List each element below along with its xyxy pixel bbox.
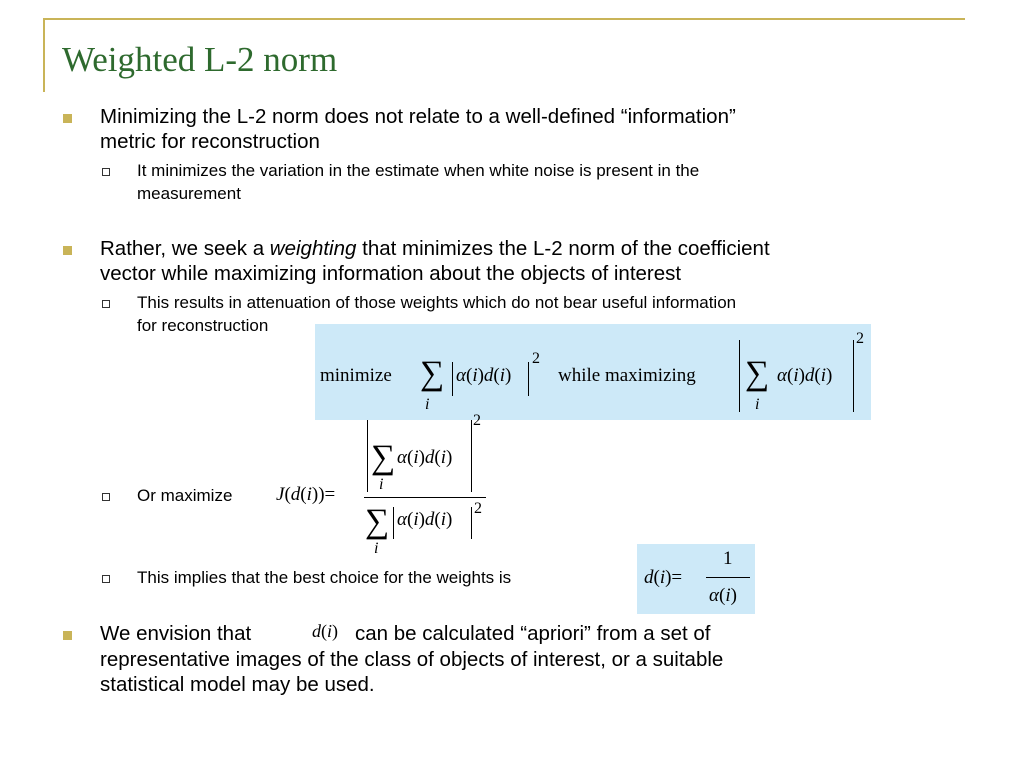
eq-minimize-word: minimize [320, 365, 392, 386]
eq-numerator: 1 [723, 548, 733, 569]
bullet-marker [63, 246, 72, 255]
abs-bar-left [393, 507, 394, 539]
sub-bullet-best-choice: This implies that the best choice for the weights is [137, 568, 512, 587]
sum-index: i [755, 396, 760, 413]
abs-bar-left-tall [739, 340, 740, 412]
bullet-marker [63, 631, 72, 640]
eq-J-of-d: J(d(i))= [276, 484, 336, 505]
sum-index: i [374, 540, 379, 557]
bullet-3-line-2: representative images of the class of objects of interest, or a suitable [100, 648, 724, 671]
abs-bar-right-tall [471, 420, 472, 492]
exponent: 2 [856, 330, 864, 347]
equation-minimize-box [315, 324, 871, 420]
bullet-3-line-3: statistical model may be used. [100, 673, 375, 696]
slide-title: Weighted L-2 norm [62, 40, 338, 79]
eq-term-alpha-d: α(i)d(i) [777, 365, 833, 386]
sum-icon: ∑ [420, 355, 445, 392]
sum-icon: ∑ [371, 439, 396, 476]
fraction-bar [706, 577, 750, 578]
eq-alpha-of-i: α(i) [709, 585, 737, 606]
exponent: 2 [532, 350, 540, 367]
bullet-marker [63, 114, 72, 123]
fraction-bar [364, 497, 486, 498]
sub-bullet-marker [102, 493, 110, 501]
bullet-3-line-1-pre: We envision that [100, 622, 252, 645]
eq-term-alpha-d: α(i)d(i) [397, 509, 453, 530]
sub-bullet-marker [102, 575, 110, 583]
sum-index: i [425, 396, 430, 413]
sum-icon: ∑ [365, 503, 390, 540]
exponent: 2 [473, 412, 481, 429]
sum-icon: ∑ [745, 355, 770, 392]
emphasis-weighting: weighting [269, 237, 357, 260]
sum-index: i [379, 476, 384, 493]
exponent: 2 [474, 500, 482, 517]
sub-bullet-1-line-2: measurement [137, 184, 241, 203]
inline-d-of-i: d(i) [312, 621, 339, 641]
sub-bullet-or-maximize: Or maximize [137, 486, 233, 505]
sub-bullet-marker [102, 168, 110, 176]
equation-weights-box [637, 544, 755, 614]
sub-bullet-1-line-1: It minimizes the variation in the estimate when white noise is present in the [137, 161, 700, 180]
bullet-1-line-2: metric for reconstruction [100, 130, 320, 153]
bullet-2-line-2: vector while maximizing information about the objects of interest [100, 262, 682, 285]
eq-term-alpha-d: α(i)d(i) [397, 447, 453, 468]
abs-bar-left-tall [367, 420, 368, 492]
eq-term-alpha-d: α(i)d(i) [456, 365, 512, 386]
abs-bar-left [452, 362, 453, 396]
eq-d-of-i: d(i)= [644, 567, 683, 588]
sub-bullet-2-line-1: This results in attenuation of those weights which do not bear useful information [137, 293, 737, 312]
title-frame-horizontal [43, 18, 965, 20]
eq-while-maximizing: while maximizing [558, 365, 696, 386]
abs-bar-right-tall [853, 340, 854, 412]
title-frame-vertical [43, 18, 45, 92]
bullet-3-line-1-post: can be calculated “apriori” from a set of [355, 622, 711, 645]
sub-bullet-marker [102, 300, 110, 308]
bullet-1-line-1: Minimizing the L-2 norm does not relate to a well-defined “information” [100, 105, 736, 128]
abs-bar-right [471, 507, 472, 539]
equation-J-fraction [276, 410, 506, 565]
abs-bar-right [528, 362, 529, 396]
bullet-2-line-1: Rather, we seek a weighting that minimizes the L-2 norm of the coefficient [100, 237, 770, 260]
sub-bullet-2-line-2: for reconstruction [137, 316, 269, 335]
